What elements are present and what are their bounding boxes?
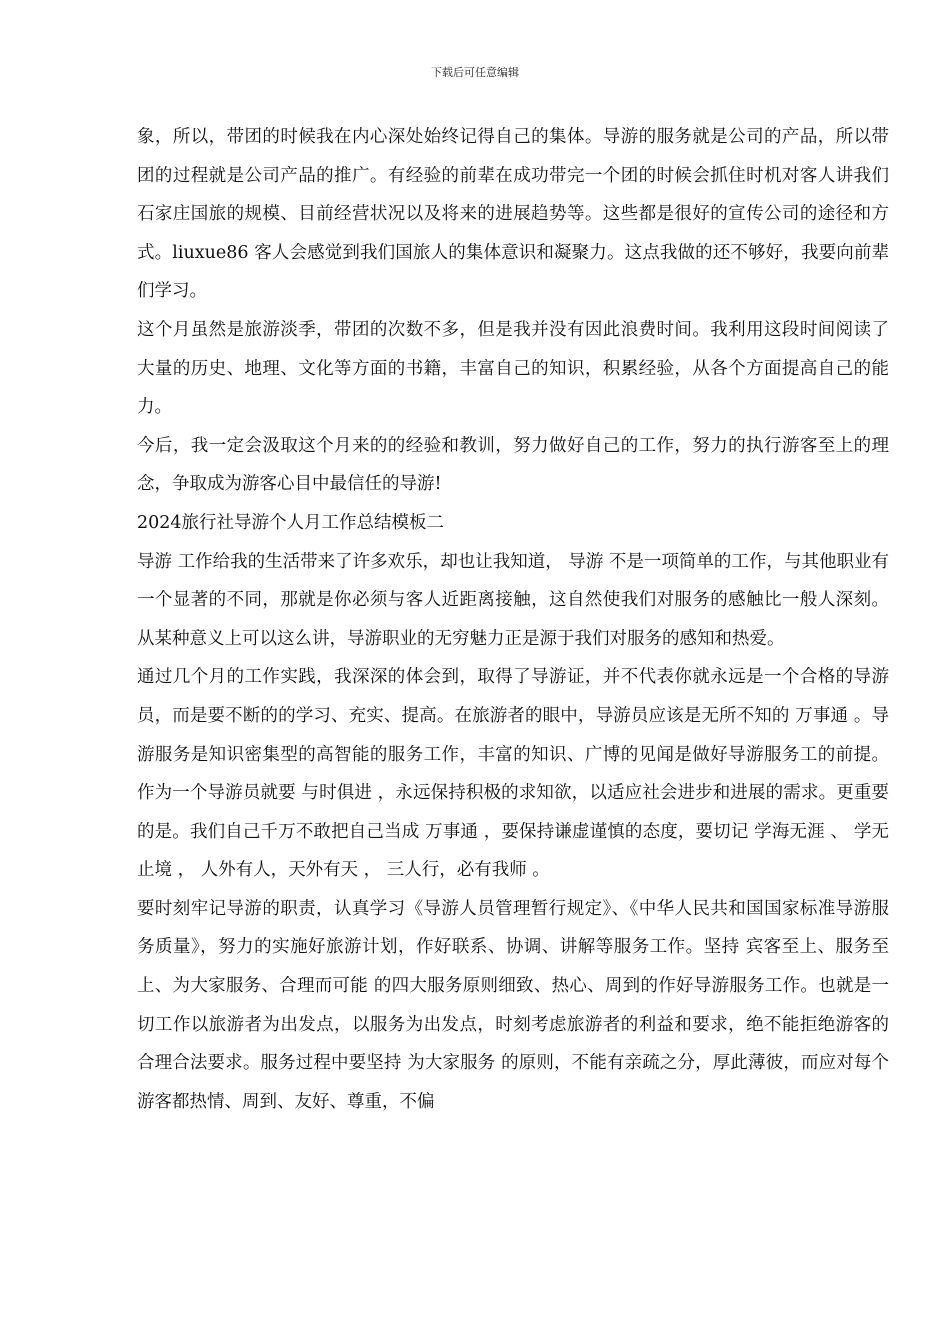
paragraph: 象，所以，带团的时候我在内心深处始终记得自己的集体。导游的服务就是公司的产品，所以带团的过程就是公司产品的推广。有经验的前辈在成功带完一个团的时候会抓住时机对客人讲我们石家庄国旅的规模、目前经营状况以及将来的进展趋势等。这些都是很好的宣传公司的途径和方式。liuxue86 客人会感觉到我们国旅人的集体意识和凝聚力。这点我做的还不够好，我要向前辈们学习。 xyxy=(137,127,889,302)
paragraph: 要时刻牢记导游的职责，认真学习《导游人员管理暂行规定》、《中华人民共和国国家标准导游服务质量》，努力的实施好旅游计划，作好联系、协调、讲解等服务工作。坚持 宾客至上、服务至上、为大家服务、合理而可能 的四大服务原则细致、热心、周到的作好导游服务工作。也就是一切工作以旅游者为出发点，以服务为出发点，时刻考虑旅游者的利益和要求，绝不能拒绝游客的合理合法要求。服务过程中要坚持 为大家服务 的原则，不能有亲疏之分，厚此薄彼，而应对每个游客都热情、周到、友好、尊重，不偏 xyxy=(137,898,889,1112)
document-body xyxy=(137,118,889,1121)
paragraph: 导游 工作给我的生活带来了许多欢乐，却也让我知道， 导游 不是一项简单的工作，与其他职业有一个显著的不同，那就是你必须与客人近距离接触，这自然使我们对服务的感触比一般人深刻。从某种意义上可以这么讲，导游职业的无穷魅力正是源于我们对服务的感知和热爱。 xyxy=(137,551,889,649)
section-title: 2024旅行社导游个人月工作总结模板二 xyxy=(137,512,445,533)
paragraph: 这个月虽然是旅游淡季，带团的次数不多，但是我并没有因此浪费时间。我利用这段时间阅读了大量的历史、地理、文化等方面的书籍，丰富自己的知识，积累经验，从各个方面提高自己的能力。 xyxy=(137,319,889,418)
paragraph: 通过几个月的工作实践，我深深的体会到，取得了导游证，并不代表你就永远是一个合格的导游员，而是要不断的的学习、充实、提高。在旅游者的眼中，导游员应该是无所不知的 万事通 。导游服务是知识密集型的高智能的服务工作，丰富的知识、广博的见闻是做好导游服务工的前提。作为一个导游员就要 与时俱进 ，永远保持积极的求知欲，以适应社会进步和进展的需求。更重要的是。我们自己千万不敢把自己当成 万事通 ，要保持谦虚谨慎的态度，要切记 学海无涯 、 学无止境 ， 人外有人，天外有天 ， 三人行，必有我师 。 xyxy=(137,667,889,881)
paragraph: 今后，我一定会汲取这个月来的的经验和教训，努力做好自己的工作，努力的执行游客至上的理念，争取成为游客心目中最信任的导游! xyxy=(137,435,889,495)
page-header: 下载后可任意编辑 xyxy=(431,66,519,79)
